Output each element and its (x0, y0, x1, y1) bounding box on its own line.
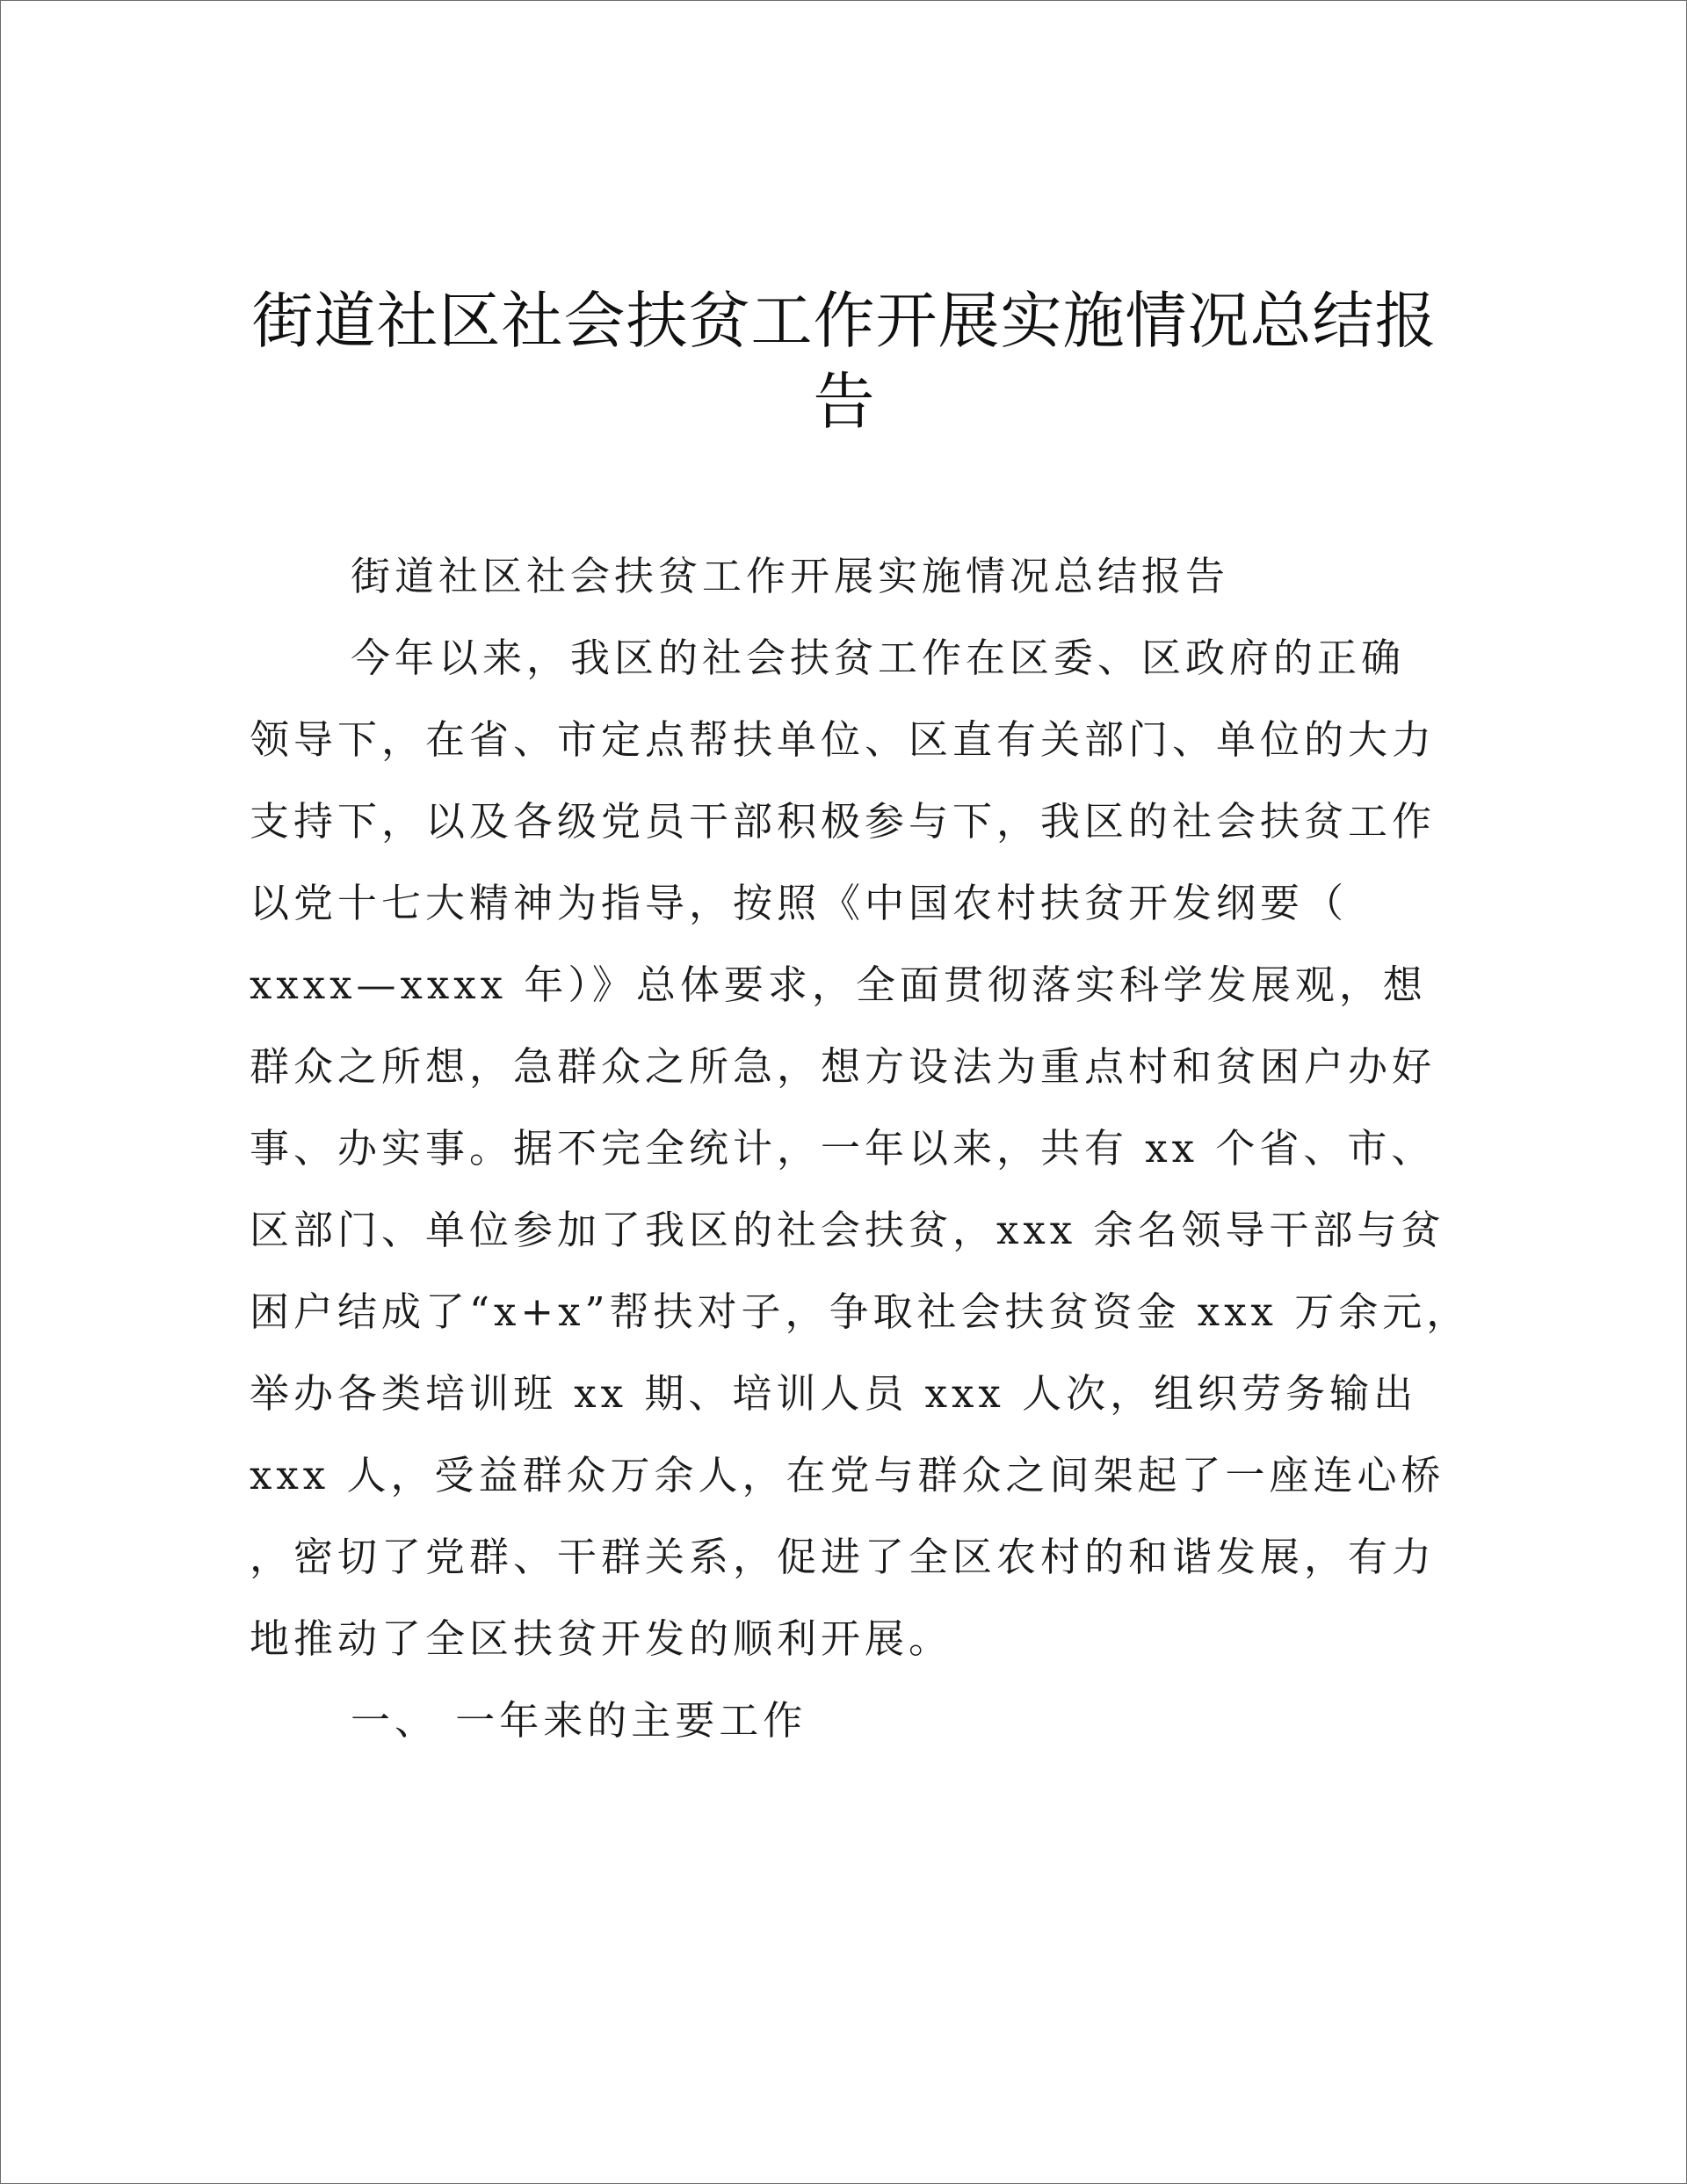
paragraph-line: 举办各类培训班 xx 期、培训人员 xxx 人次，组织劳务输出 (250, 1370, 1418, 1417)
paragraph-line: 群众之所想，急群众之所急，想方设法为重点村和贫困户办好 (250, 1043, 1437, 1090)
paragraph-line: 事、办实事。据不完全统计，一年以来，共有 xx 个省、市、 (250, 1125, 1436, 1172)
paragraph-line: 区部门、单位参加了我区的社会扶贫，xxx 余名领导干部与贫 (250, 1207, 1445, 1253)
subtitle-line: 街道社区社会扶贫工作开展实施情况总结报告 (351, 553, 1230, 599)
title-line-1: 街道社区社会扶贫工作开展实施情况总结报 (251, 285, 1437, 357)
title-line-2: 告 (813, 366, 876, 438)
paragraph-line: 支持下，以及各级党员干部积极参与下，我区的社会扶贫工作 (250, 798, 1437, 845)
section-heading: 一、 一年来的主要工作 (351, 1697, 807, 1744)
paragraph-line: xxxx—xxxx 年）》总体要求，全面贯彻落实科学发展观，想 (250, 961, 1427, 1008)
paragraph-line: 困户结成了“x+x”帮扶对子，争取社会扶贫资金 xxx 万余元， (250, 1288, 1471, 1335)
paragraph-line: 以党十七大精神为指导，按照《中国农村扶贫开发纲要（ (250, 880, 1349, 926)
paragraph-line: 今年以来，我区的社会扶贫工作在区委、区政府的正确 (351, 635, 1406, 681)
document-title (212, 280, 1477, 442)
paragraph-line: 地推动了全区扶贫开发的顺利开展。 (250, 1615, 953, 1662)
paragraph-line: xxx 人，受益群众万余人，在党与群众之间架起了一座连心桥 (250, 1452, 1445, 1498)
paragraph-line: ，密切了党群、干群关系，促进了全区农村的和谐发展，有力 (250, 1534, 1437, 1580)
paragraph-line: 领导下，在省、市定点帮扶单位、区直有关部门、单位的大力 (250, 716, 1437, 763)
document-body (250, 535, 1471, 1761)
